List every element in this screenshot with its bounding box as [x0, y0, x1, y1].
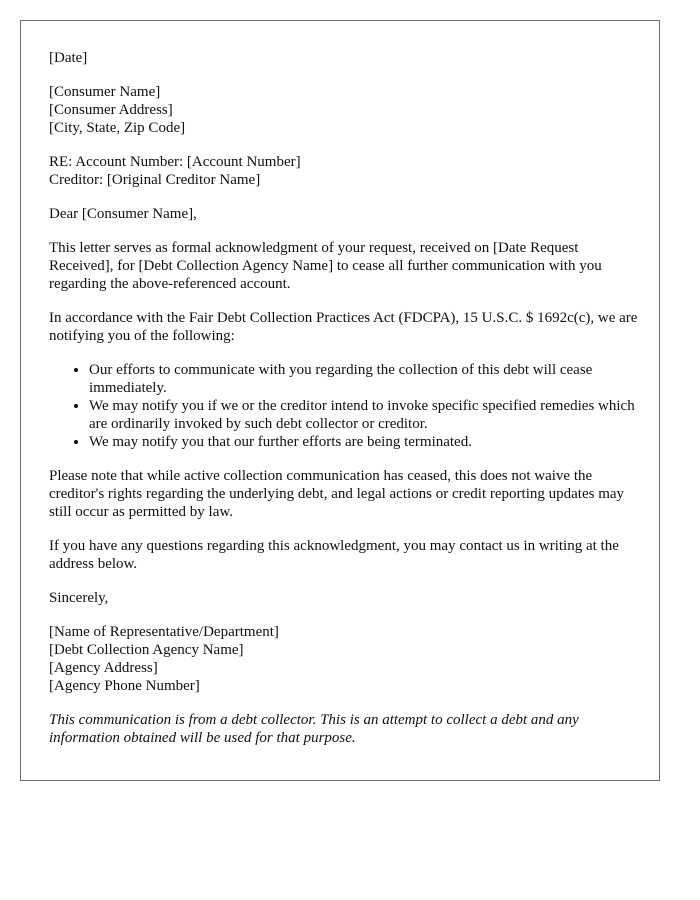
list-item: • We may notify you if we or the creditor intend to invoke specific specified remedies which are ordinarily invoked by such debt collector or creditor. — [89, 397, 639, 433]
paragraph-rights-notice: Please note that while active collection communication has ceased, this does not waive the creditor's rights regarding the underlying debt, and legal actions or credit reporting updates may still occur as permitted by law. — [49, 468, 625, 520]
signature-agency-phone: [Agency Phone Number] — [49, 678, 200, 694]
signature-representative: [Name of Representative/Department] — [49, 624, 279, 640]
recipient-name: [Consumer Name] — [49, 84, 161, 100]
paragraph-acknowledgment: This letter serves as formal acknowledgment of your request, received on [Date Request Received], for [Debt Collection Agency Name] to cease all further communication with you regarding the above-referenced account. — [49, 240, 602, 292]
debt-collector-disclaimer: This communication is from a debt collector. This is an attempt to collect a debt and any information obtained will be used for that purpose. — [49, 712, 579, 746]
notice-list — [49, 361, 639, 451]
paragraph-contact: If you have any questions regarding this acknowledgment, you may contact us in writing at the address below. — [49, 538, 619, 572]
list-item: • We may notify you that our further efforts are being terminated. — [89, 433, 639, 451]
list-item: • Our efforts to communicate with you regarding the collection of this debt will cease immediately. — [89, 361, 639, 397]
reference-creditor: Creditor: [Original Creditor Name] — [49, 172, 261, 188]
recipient-address: [Consumer Address] — [49, 102, 173, 118]
salutation: Dear [Consumer Name], — [49, 206, 197, 222]
reference-block — [49, 153, 639, 189]
letter-body — [49, 49, 639, 763]
letter-page — [20, 20, 660, 781]
signature-agency-name: [Debt Collection Agency Name] — [49, 642, 244, 658]
recipient-city-state-zip: [City, State, Zip Code] — [49, 120, 186, 136]
letter-date: [Date] — [49, 50, 88, 66]
signature-block — [49, 623, 639, 695]
reference-account: RE: Account Number: [Account Number] — [49, 154, 301, 170]
recipient-block — [49, 83, 639, 137]
paragraph-fdcpa: In accordance with the Fair Debt Collection Practices Act (FDCPA), 15 U.S.C. $ 1692c(c), we are notifying you of the following: — [49, 310, 638, 344]
closing: Sincerely, — [49, 590, 109, 606]
signature-agency-address: [Agency Address] — [49, 660, 158, 676]
